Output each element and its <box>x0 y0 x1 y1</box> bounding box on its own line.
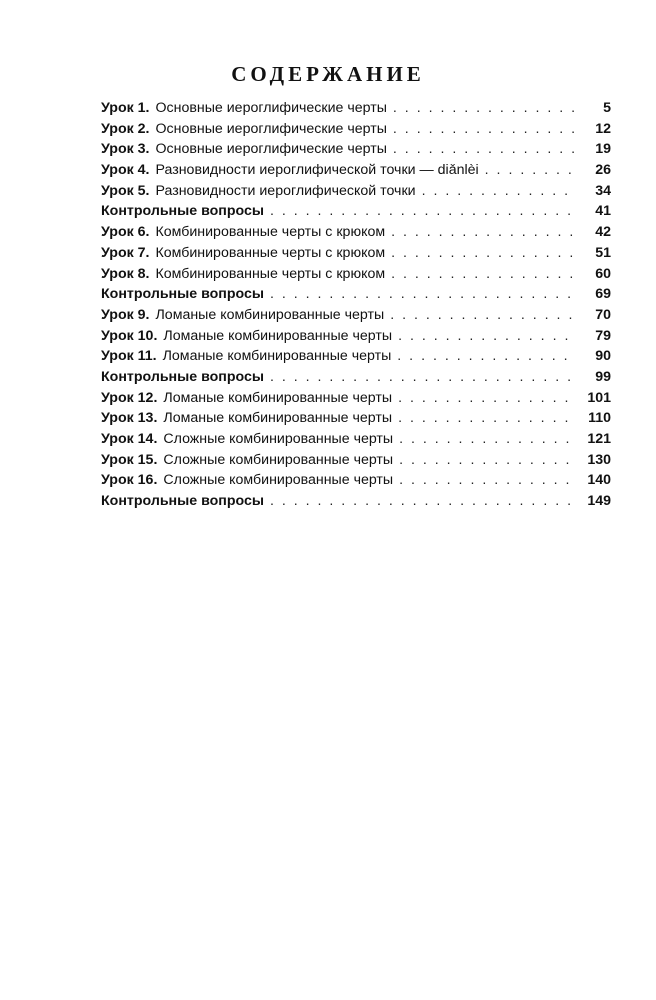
toc-entry <box>101 284 611 305</box>
toc-lesson-number: Урок 1. <box>101 100 150 116</box>
dot-leader <box>399 470 575 491</box>
toc-lesson-number: Урок 16. <box>101 472 158 489</box>
toc-entry <box>101 160 611 181</box>
toc-entry-title: Основные иероглифические черты <box>155 100 387 116</box>
toc-control-questions: Контрольные вопросы <box>101 368 264 385</box>
toc-page-number: 19 <box>595 141 611 158</box>
toc-page-number: 110 <box>588 410 611 427</box>
dot-leader <box>391 222 575 243</box>
dot-leader <box>391 264 575 285</box>
toc-lesson-number: Урок 11. <box>101 348 157 365</box>
toc-page-number: 12 <box>595 120 611 137</box>
dot-leader <box>399 450 575 471</box>
toc-entry-title: Ломаные комбинированные черты <box>163 389 393 406</box>
toc-control-questions: Контрольные вопросы <box>101 203 264 220</box>
toc-entry-title: Ломаные комбинированные черты <box>163 327 393 344</box>
toc-entry <box>101 491 611 512</box>
toc-lesson-number: Урок 15. <box>101 451 158 468</box>
toc-page-number: 101 <box>587 389 611 406</box>
dot-leader <box>398 388 575 409</box>
toc-lesson-number: Урок 8. <box>101 265 150 282</box>
dot-leader <box>397 346 575 367</box>
toc-entry <box>101 470 611 491</box>
toc-entry-title: Ломаные комбинированные черты <box>162 348 392 365</box>
toc-entry-title: Основные иероглифические черты <box>155 120 387 137</box>
toc-entry <box>101 119 611 140</box>
toc-lesson-number: Урок 2. <box>101 120 150 137</box>
dot-leader <box>270 284 575 305</box>
dot-leader <box>398 408 575 429</box>
toc-page-number: 51 <box>595 244 611 261</box>
toc-page-number: 140 <box>587 472 611 489</box>
toc-page-number: 70 <box>595 306 611 323</box>
dot-leader <box>270 201 575 222</box>
toc-page-number: 130 <box>587 451 611 468</box>
toc-entry-title: Основные иероглифические черты <box>155 141 387 158</box>
toc-entry <box>101 222 611 243</box>
dot-leader <box>270 491 575 512</box>
toc-control-questions: Контрольные вопросы <box>101 493 264 510</box>
table-of-contents <box>101 98 611 512</box>
toc-entry-title: Комбинированные черты с крюком <box>155 265 386 282</box>
toc-page-number: 42 <box>595 224 611 241</box>
toc-lesson-number: Урок 14. <box>101 431 158 447</box>
toc-entry <box>101 326 611 347</box>
dot-leader <box>390 305 575 326</box>
page-title: СОДЕРЖАНИЕ <box>231 62 425 86</box>
toc-entry <box>101 429 611 450</box>
toc-lesson-number: Урок 7. <box>101 244 150 261</box>
toc-lesson-number: Урок 6. <box>101 224 150 241</box>
toc-lesson-number: Урок 4. <box>101 162 150 179</box>
toc-entry-title: Разновидности иероглифической точки — diǎnlèi <box>155 162 479 179</box>
dot-leader <box>485 160 575 181</box>
dot-leader <box>398 326 575 347</box>
toc-entry-title: Сложные комбинированные черты <box>163 431 394 447</box>
toc-entry <box>101 388 611 409</box>
toc-page-number: 121 <box>587 431 611 447</box>
toc-entry <box>101 201 611 222</box>
toc-entry <box>101 98 611 119</box>
dot-leader <box>393 119 575 140</box>
dot-leader <box>393 139 575 160</box>
toc-entry-title: Ломаные комбинированные черты <box>155 306 385 323</box>
toc-entry-title: Комбинированные черты с крюком <box>155 244 386 261</box>
toc-entry-title: Сложные комбинированные черты <box>163 472 394 489</box>
dot-leader <box>393 98 575 119</box>
toc-entry <box>101 264 611 285</box>
toc-entry-title: Ломаные комбинированные черты <box>163 410 393 427</box>
toc-entry-title: Сложные комбинированные черты <box>163 451 394 468</box>
toc-entry <box>101 408 611 429</box>
toc-page-number: 41 <box>595 203 611 220</box>
toc-entry <box>101 450 611 471</box>
dot-leader <box>399 429 575 450</box>
toc-lesson-number: Урок 5. <box>101 182 150 199</box>
dot-leader <box>270 367 575 388</box>
toc-entry-title: Комбинированные черты с крюком <box>155 224 386 241</box>
toc-page-number: 99 <box>595 368 611 385</box>
toc-lesson-number: Урок 9. <box>101 306 150 323</box>
dot-leader <box>422 181 575 202</box>
toc-entry <box>101 243 611 264</box>
toc-page-number: 5 <box>603 100 611 116</box>
toc-lesson-number: Урок 3. <box>101 141 150 158</box>
toc-entry <box>101 367 611 388</box>
toc-entry <box>101 346 611 367</box>
toc-page-number: 90 <box>595 348 611 365</box>
dot-leader <box>391 243 575 264</box>
toc-page-number: 60 <box>595 265 611 282</box>
toc-page-number: 69 <box>595 286 611 303</box>
toc-page-number: 149 <box>587 493 611 510</box>
toc-control-questions: Контрольные вопросы <box>101 286 264 303</box>
toc-page-number: 34 <box>595 182 611 199</box>
toc-lesson-number: Урок 12. <box>101 389 158 406</box>
toc-entry-title: Разновидности иероглифической точки <box>155 182 416 199</box>
toc-entry <box>101 139 611 160</box>
toc-page-number: 79 <box>595 327 611 344</box>
toc-entry <box>101 181 611 202</box>
toc-lesson-number: Урок 13. <box>101 410 158 427</box>
toc-lesson-number: Урок 10. <box>101 327 158 344</box>
toc-entry <box>101 305 611 326</box>
toc-page-number: 26 <box>595 162 611 179</box>
